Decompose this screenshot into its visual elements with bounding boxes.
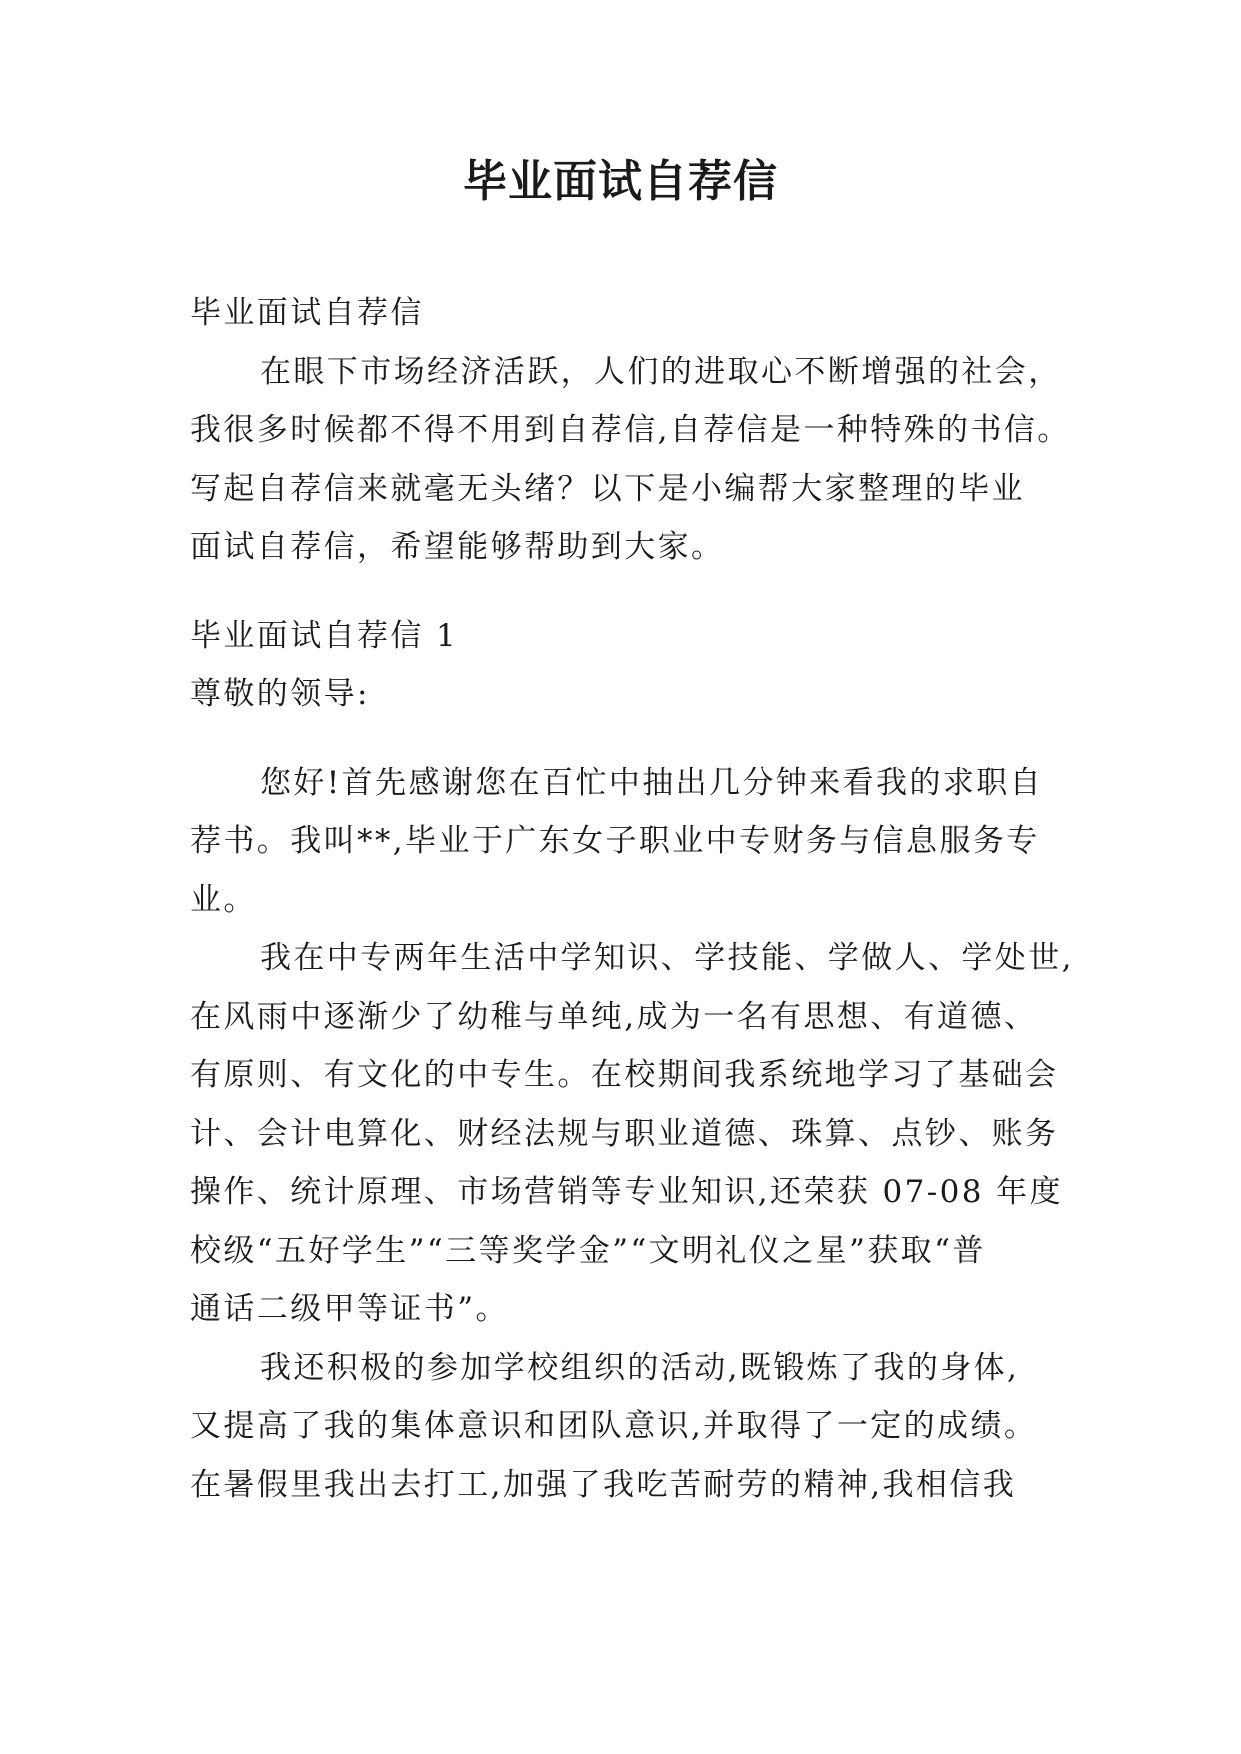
text-line: 在暑假里我出去打工,加强了我吃苦耐劳的精神,我相信我 — [190, 1466, 1017, 1503]
text-line: 通话二级甲等证书”。 — [190, 1291, 509, 1327]
text-line: 面试自荐信，希望能够帮助到大家。 — [190, 529, 725, 565]
paragraph-gap — [190, 724, 1060, 754]
text-line: 荐书。我叫**,毕业于广东女子职业中专财务与信息服务专 — [190, 823, 1040, 859]
text-line: 计、会计电算化、财经法规与职业道德、珠算、点钞、账务 — [190, 1115, 1059, 1152]
document-title: 毕业面试自荐信 — [463, 156, 778, 207]
paragraph-gap — [190, 577, 1060, 607]
text-line: 校级“五好学生”“三等奖学金”“文明礼仪之星”获取“普 — [190, 1232, 986, 1269]
text-line: 尊敬的领导: — [190, 676, 370, 712]
text-line: 有原则、有文化的中专生。在校期间我系统地学习了基础会 — [190, 1057, 1059, 1093]
text-line: 我在中专两年生活中学知识、学技能、学做人、学处世, — [260, 940, 1074, 976]
text-line: 毕业面试自荐信 1 — [190, 617, 459, 654]
text-line: 您好!首先感谢您在百忙中抽出几分钟来看我的求职自 — [260, 764, 1044, 801]
text-line: 我很多时候都不得不用到自荐信,自荐信是一种特殊的书信。 — [190, 412, 1071, 448]
text-line: 写起自荐信来就毫无头绪？以下是小编帮大家整理的毕业 — [190, 470, 1025, 507]
text-line: 在眼下市场经济活跃，人们的进取心不断增强的社会， — [260, 353, 1062, 390]
text-line: 在风雨中逐渐少了幼稚与单纯,成为一名有思想、有道德、 — [190, 998, 1038, 1035]
document-body — [190, 284, 1074, 1514]
text-line: 又提高了我的集体意识和团队意识,并取得了一定的成绩。 — [190, 1408, 1038, 1444]
text-line: 业。 — [190, 881, 257, 918]
text-line: 操作、统计原理、市场营销等专业知识,还荣获 07-08 年度 — [190, 1174, 1063, 1210]
text-line: 我还积极的参加学校组织的活动,既锻炼了我的身体, — [260, 1349, 1020, 1386]
text-line: 毕业面试自荐信 — [190, 295, 424, 331]
